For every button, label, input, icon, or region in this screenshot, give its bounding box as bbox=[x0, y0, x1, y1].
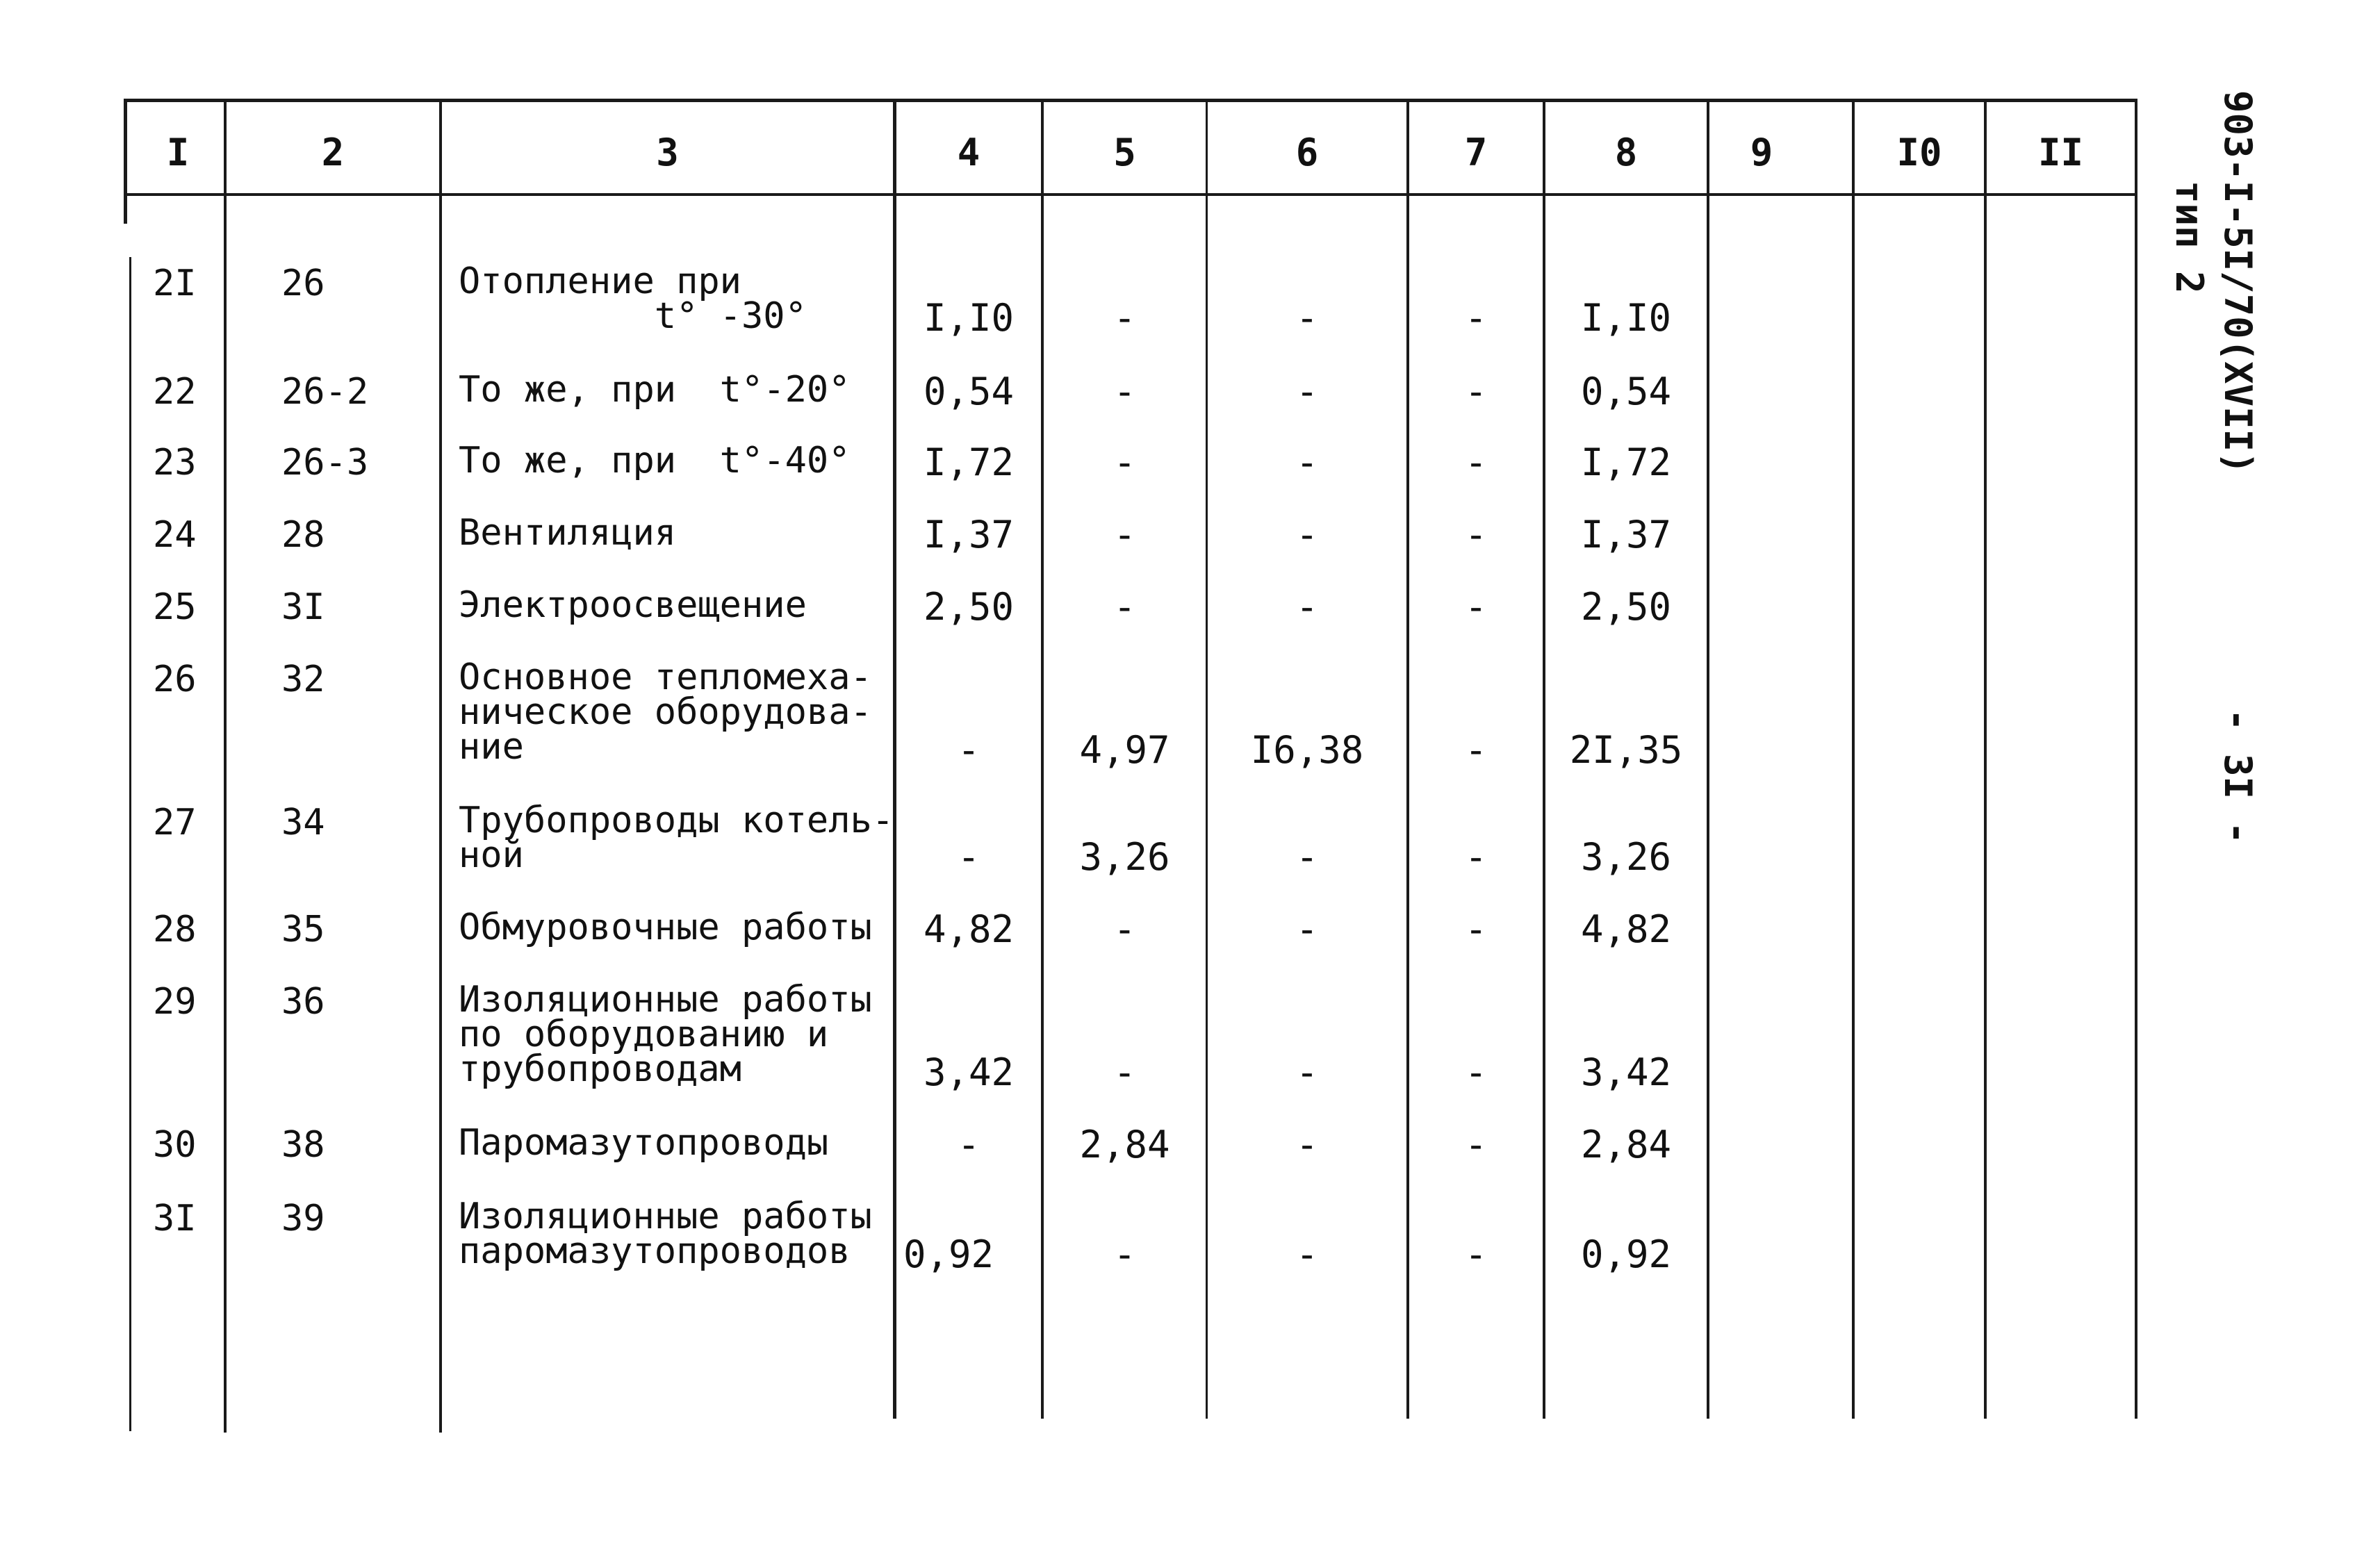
value-col-6: I6,38 bbox=[1250, 728, 1364, 772]
row-description: Отопление при t° -30° bbox=[459, 261, 807, 337]
row-description: Электроосвещение bbox=[459, 584, 807, 626]
value-col-7: - bbox=[1464, 835, 1488, 879]
value-col-6: - bbox=[1295, 296, 1319, 340]
value-col-5: 4,97 bbox=[1079, 728, 1170, 772]
document-type: тип 2 bbox=[2167, 181, 2211, 294]
row-description: Изоляционные работы по оборудованию и трубопроводам bbox=[459, 979, 872, 1090]
header-col-9: 9 bbox=[1750, 131, 1773, 174]
value-col-5: 2,84 bbox=[1079, 1123, 1170, 1166]
row-ref: 38 bbox=[281, 1124, 325, 1166]
row-description: Трубопроводы котель- ной bbox=[459, 800, 894, 876]
value-col-8: 2,50 bbox=[1580, 585, 1672, 629]
header-col-1: I bbox=[166, 131, 190, 174]
value-col-5: - bbox=[1113, 585, 1136, 629]
value-col-6: - bbox=[1295, 440, 1319, 484]
col-line-9 bbox=[1852, 99, 1855, 1419]
value-col-5: 3,26 bbox=[1079, 835, 1170, 879]
value-col-8: I,72 bbox=[1580, 440, 1672, 484]
col-line-0b bbox=[129, 257, 131, 1431]
row-number: 26 bbox=[153, 659, 197, 700]
row-description: Изоляционные работы паромазутопроводов bbox=[459, 1196, 872, 1272]
col-line-1 bbox=[224, 99, 227, 1433]
header-col-11: II bbox=[2037, 131, 2084, 174]
row-ref: 28 bbox=[281, 514, 325, 556]
value-col-8: 3,42 bbox=[1580, 1050, 1672, 1094]
value-col-4: 4,82 bbox=[923, 907, 1015, 951]
row-number: 29 bbox=[153, 981, 197, 1023]
value-col-4: - bbox=[957, 835, 980, 879]
value-col-8: 0,92 bbox=[1580, 1232, 1672, 1276]
value-col-5: - bbox=[1113, 370, 1136, 413]
value-col-4: 0,54 bbox=[923, 370, 1015, 413]
value-col-8: 3,26 bbox=[1580, 835, 1672, 879]
value-col-8: 4,82 bbox=[1580, 907, 1672, 951]
value-col-6: - bbox=[1295, 1232, 1319, 1276]
row-number: 3I bbox=[153, 1198, 197, 1239]
value-col-8: 2I,35 bbox=[1569, 728, 1683, 772]
value-col-6: - bbox=[1295, 513, 1319, 556]
value-col-4: 0,92 bbox=[903, 1232, 994, 1276]
value-col-4: I,37 bbox=[923, 513, 1015, 556]
row-description: Основное тепломеха- ническое оборудова- ние bbox=[459, 657, 872, 768]
row-description: Вентиляция bbox=[459, 512, 677, 554]
row-ref: 36 bbox=[281, 981, 325, 1023]
document-code: 903-I-5I/70(XVII) bbox=[2216, 90, 2260, 475]
row-ref: 26-2 bbox=[281, 371, 369, 413]
value-col-7: - bbox=[1464, 907, 1488, 951]
row-ref: 3I bbox=[281, 586, 325, 628]
header-col-6: 6 bbox=[1295, 131, 1319, 174]
value-col-7: - bbox=[1464, 585, 1488, 629]
value-col-6: - bbox=[1295, 835, 1319, 879]
value-col-7: - bbox=[1464, 440, 1488, 484]
top-rule bbox=[124, 99, 2137, 102]
row-description: Обмуровочные работы bbox=[459, 907, 872, 948]
value-col-6: - bbox=[1295, 1123, 1319, 1166]
row-ref: 35 bbox=[281, 909, 325, 950]
value-col-8: 0,54 bbox=[1580, 370, 1672, 413]
value-col-7: - bbox=[1464, 1123, 1488, 1166]
header-rule bbox=[124, 193, 2137, 196]
row-ref: 26 bbox=[281, 263, 325, 304]
row-ref: 26-3 bbox=[281, 442, 369, 484]
col-line-10 bbox=[1984, 99, 1987, 1419]
value-col-4: - bbox=[957, 1123, 980, 1166]
value-col-8: 2,84 bbox=[1580, 1123, 1672, 1166]
row-number: 24 bbox=[153, 514, 197, 556]
row-ref: 32 bbox=[281, 659, 325, 700]
header-col-2: 2 bbox=[321, 131, 345, 174]
value-col-5: - bbox=[1113, 440, 1136, 484]
value-col-5: - bbox=[1113, 1232, 1136, 1276]
value-col-6: - bbox=[1295, 370, 1319, 413]
row-number: 27 bbox=[153, 802, 197, 843]
value-col-4: I,I0 bbox=[923, 296, 1015, 340]
row-number: 23 bbox=[153, 442, 197, 484]
header-col-3: 3 bbox=[656, 131, 679, 174]
row-description: То же, при t°-20° bbox=[459, 369, 851, 411]
value-col-7: - bbox=[1464, 370, 1488, 413]
page-number: - 3I - bbox=[2216, 709, 2260, 845]
value-col-8: I,I0 bbox=[1580, 296, 1672, 340]
value-col-5: - bbox=[1113, 1050, 1136, 1094]
value-col-5: - bbox=[1113, 907, 1136, 951]
value-col-4: 2,50 bbox=[923, 585, 1015, 629]
row-number: 2I bbox=[153, 263, 197, 304]
header-col-5: 5 bbox=[1113, 131, 1136, 174]
header-col-8: 8 bbox=[1614, 131, 1638, 174]
value-col-7: - bbox=[1464, 1232, 1488, 1276]
value-col-8: I,37 bbox=[1580, 513, 1672, 556]
value-col-5: - bbox=[1113, 513, 1136, 556]
row-description: Паромазутопроводы bbox=[459, 1122, 829, 1164]
value-col-6: - bbox=[1295, 585, 1319, 629]
header-col-10: I0 bbox=[1896, 131, 1942, 174]
row-ref: 39 bbox=[281, 1198, 325, 1239]
row-number: 25 bbox=[153, 586, 197, 628]
value-col-7: - bbox=[1464, 1050, 1488, 1094]
value-col-4: - bbox=[957, 728, 980, 772]
value-col-7: - bbox=[1464, 728, 1488, 772]
value-col-4: 3,42 bbox=[923, 1050, 1015, 1094]
header-col-7: 7 bbox=[1464, 131, 1488, 174]
value-col-6: - bbox=[1295, 907, 1319, 951]
row-description: То же, при t°-40° bbox=[459, 440, 851, 481]
col-line-2 bbox=[439, 99, 442, 1433]
col-line-0 bbox=[124, 99, 127, 224]
col-line-8 bbox=[1707, 99, 1709, 1419]
value-col-5: - bbox=[1113, 296, 1136, 340]
value-col-6: - bbox=[1295, 1050, 1319, 1094]
header-col-4: 4 bbox=[957, 131, 980, 174]
value-col-7: - bbox=[1464, 296, 1488, 340]
value-col-4: I,72 bbox=[923, 440, 1015, 484]
row-ref: 34 bbox=[281, 802, 325, 843]
row-number: 30 bbox=[153, 1124, 197, 1166]
col-line-11 bbox=[2135, 99, 2137, 1419]
value-col-7: - bbox=[1464, 513, 1488, 556]
row-number: 28 bbox=[153, 909, 197, 950]
row-number: 22 bbox=[153, 371, 197, 413]
